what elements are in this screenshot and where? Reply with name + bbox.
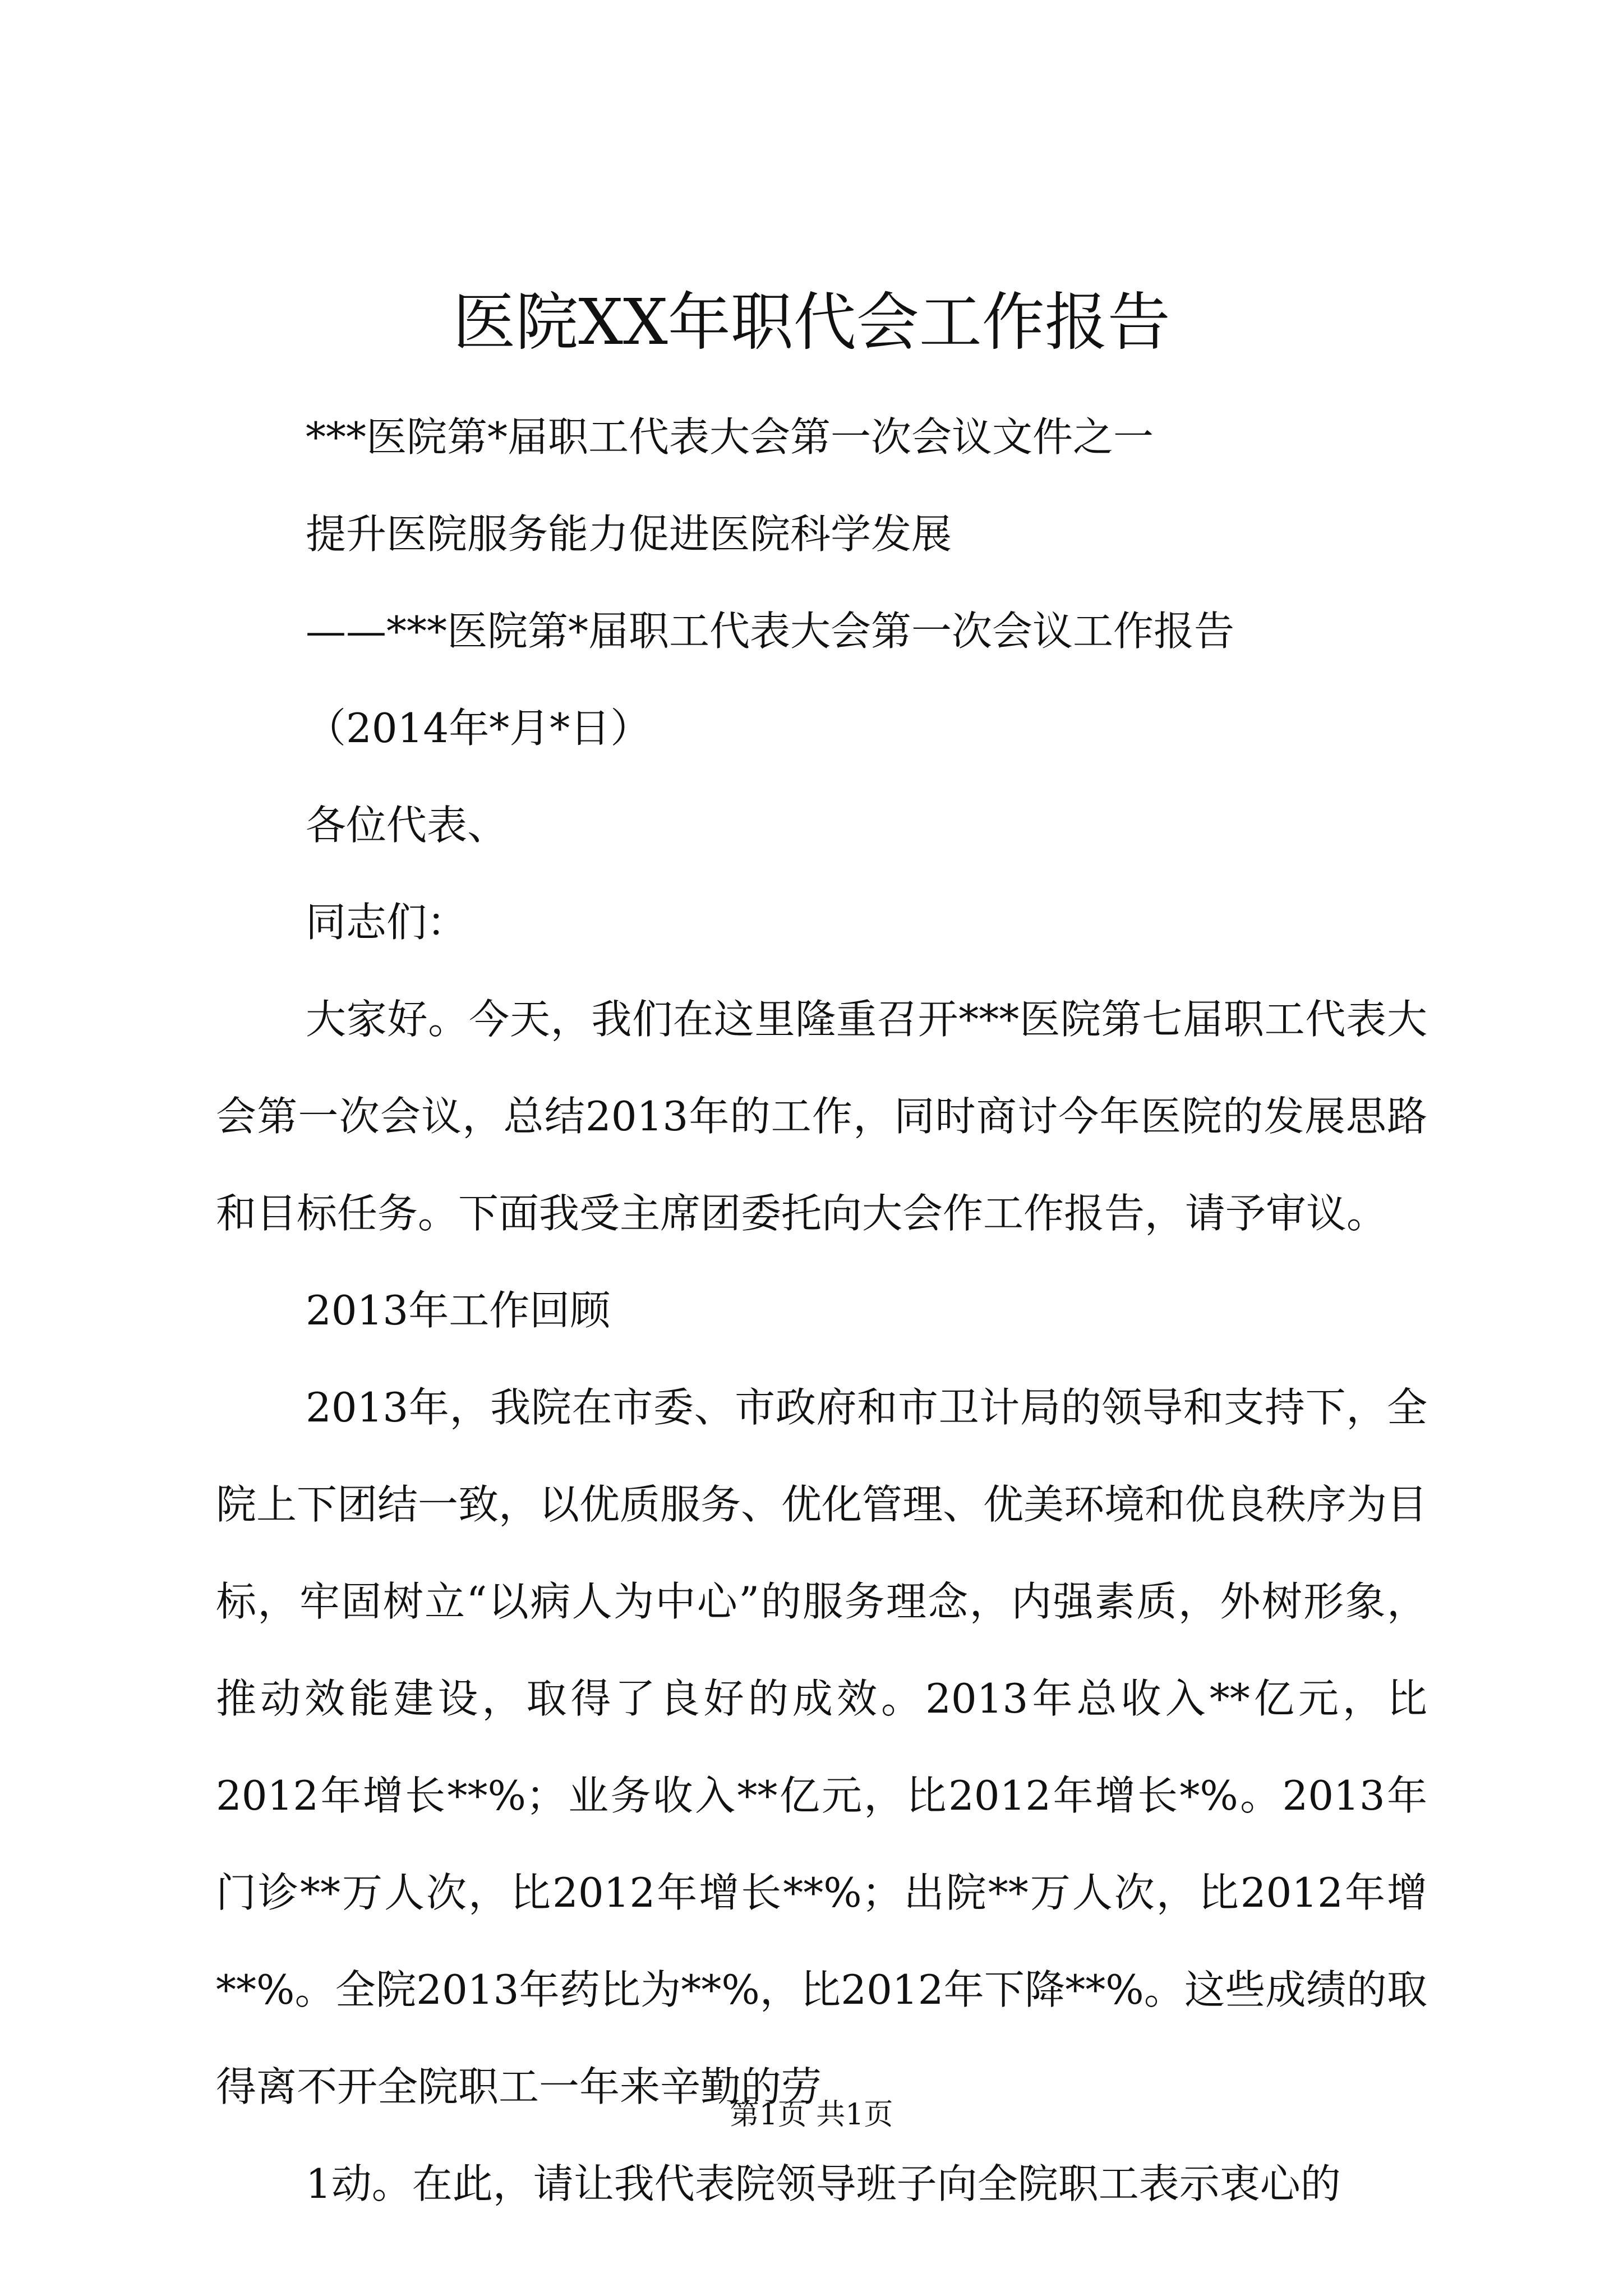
salutation-2: 同志们：	[306, 899, 468, 946]
section-heading: 2013年工作回顾	[306, 1287, 611, 1334]
date-line: （2014年*月*日）	[306, 705, 651, 752]
subheadline: ——***医院第*届职工代表大会第一次会议工作报告	[306, 608, 1235, 655]
salutation-1: 各位代表、	[306, 802, 508, 849]
page-footer: 第1页 共1页	[730, 2098, 893, 2132]
headline: 提升医院服务能力促进医院科学发展	[306, 510, 952, 558]
document-body	[216, 389, 1427, 2233]
document-title: 医院XX年职代会工作报告	[453, 286, 1170, 359]
review-paragraph: 2013年，我院在市委、市政府和市卫计局的领导和支持下，全院上下团结一致，以优质服务、优化管理、优美环境和优良秩序为目标，牢固树立“以病人为中心”的服务理念，内强素质，外树形象，推动效能建设，取得了良好的成效。2013年总收入**亿元，比2012年增长**%；业务收入**亿元，比2012年增长*%。2013年门诊**万人次，比2012年增长**%；出院**万人次，比2012年增**%。全院2013年药比为**%，比2012年下降**%。这些成绩的取得离不开全院职工一年来辛勤的劳	[216, 1384, 1428, 2110]
continued-paragraph: 1动。在此，请让我代表院领导班子向全院职工表示衷心的	[306, 2160, 1341, 2207]
intro-paragraph: 大家好。今天，我们在这里隆重召开***医院第七届职工代表大会第一次会议，总结2013年的工作，同时商讨今年医院的发展思路和目标任务。下面我受主席团委托向大会作工作报告，请予审议。	[216, 996, 1427, 1237]
meeting-line: ***医院第*届职工代表大会第一次会议文件之一	[306, 413, 1154, 461]
